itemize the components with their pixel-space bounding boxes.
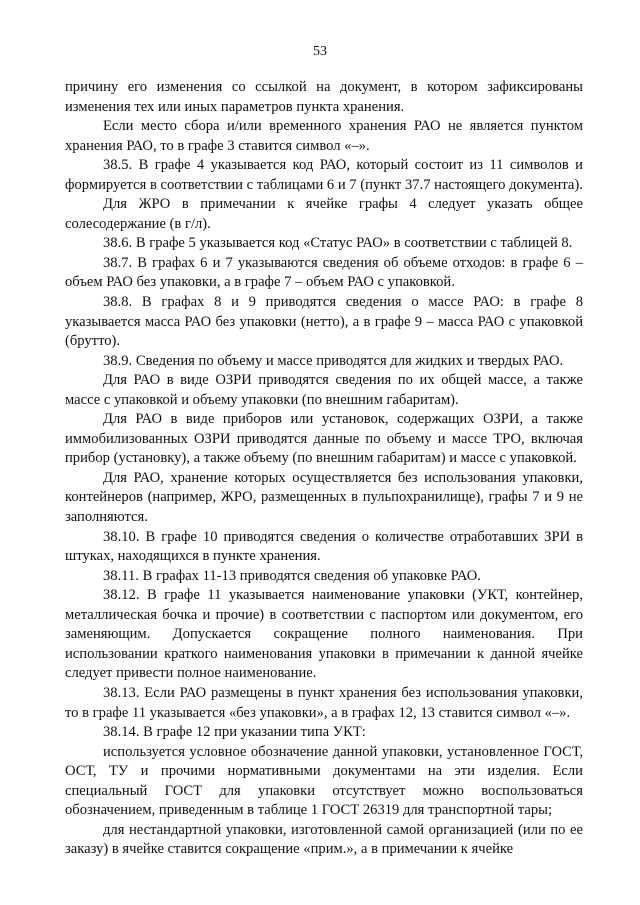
paragraph: для нестандартной упаковки, изготовленной самой организацией (или по ее заказу) в ячейке ставится сокращение «прим.», а в примечании к ячейке bbox=[65, 821, 583, 858]
paragraph: Для РАО в виде приборов или установок, содержащих ОЗРИ, а также иммобилизованных ОЗРИ приводятся данные по объему и массе ТРО, включая прибор (установку), а также объему (по внешним габаритам) и массе с упаковкой. bbox=[65, 411, 583, 467]
paragraph: Для ЖРО в примечании к ячейке графы 4 следует указать общее солесодержание (в г/л). bbox=[65, 196, 583, 232]
paragraph: 38.10. В графе 10 приводятся сведения о количестве отработавших ЗРИ в штуках, находящихся в пункте хранения. bbox=[65, 528, 583, 565]
paragraph: 38.5. В графе 4 указывается код РАО, который состоит из 11 символов и формируется в соответствии с таблицами 6 и 7 (пункт 37.7 настоящего документа). bbox=[65, 157, 583, 193]
paragraph: Для РАО в виде ОЗРИ приводятся сведения по их общей массе, а также массе с упаковкой и объему упаковки (по внешним габаритам). bbox=[65, 372, 583, 408]
page-number: 53 bbox=[313, 44, 327, 59]
paragraph: 38.11. В графах 11-13 приводятся сведения об упаковке РАО. bbox=[103, 567, 481, 584]
paragraph: 38.14. В графе 12 при указании типа УКТ: bbox=[103, 724, 366, 741]
paragraph: причину его изменения со ссылкой на документ, в котором зафиксированы изменения тех или иных параметров пункта хранения. bbox=[65, 79, 583, 115]
paragraph: 38.8. В графах 8 и 9 приводятся сведения о массе РАО: в графе 8 указывается масса РАО без упаковки (нетто), а в графе 9 – масса РАО с упаковкой (брутто). bbox=[65, 294, 583, 350]
paragraph: Для РАО, хранение которых осуществляется без использования упаковки, контейнеров (например, ЖРО, размещенных в пульпохранилище), графы 7 и 9 не заполняются. bbox=[65, 469, 583, 526]
paragraph: Если место сбора и/или временного хранения РАО не является пунктом хранения РАО, то в графе 3 ставится символ «–». bbox=[65, 118, 583, 154]
paragraph: используется условное обозначение данной упаковки, установленное ГОСТ, ОСТ, ТУ и прочими нормативными документами на эти изделия. Если специальный ГОСТ для упаковки отсутствует можно воспользоваться обозначением, приведенным в таблице 1 ГОСТ 26319 для транспортной тары; bbox=[65, 743, 583, 819]
paragraph: 38.13. Если РАО размещены в пункт хранения без использования упаковки, то в графе 11 указывается «без упаковки», а в графах 12, 13 ставится символ «–». bbox=[65, 684, 583, 721]
paragraph: 38.9. Сведения по объему и массе приводятся для жидких и твердых РАО. bbox=[103, 352, 564, 369]
paragraph: 38.6. В графе 5 указывается код «Статус РАО» в соответствии с таблицей 8. bbox=[103, 235, 573, 252]
paragraph: 38.7. В графах 6 и 7 указываются сведения об объеме отходов: в графе 6 – объем РАО без упаковки, а в графе 7 – объем РАО с упаковкой. bbox=[65, 254, 583, 291]
paragraph: 38.12. В графе 11 указывается наименование упаковки (УКТ, контейнер, металлическая бочка и прочие) в соответствии с паспортом или документом, его заменяющим. Допускается сокращение полного наименования. При использовании краткого наименования упаковки в примечании к данной ячейке следует привести полное наименование. bbox=[65, 587, 583, 682]
document-text-body bbox=[65, 78, 583, 860]
